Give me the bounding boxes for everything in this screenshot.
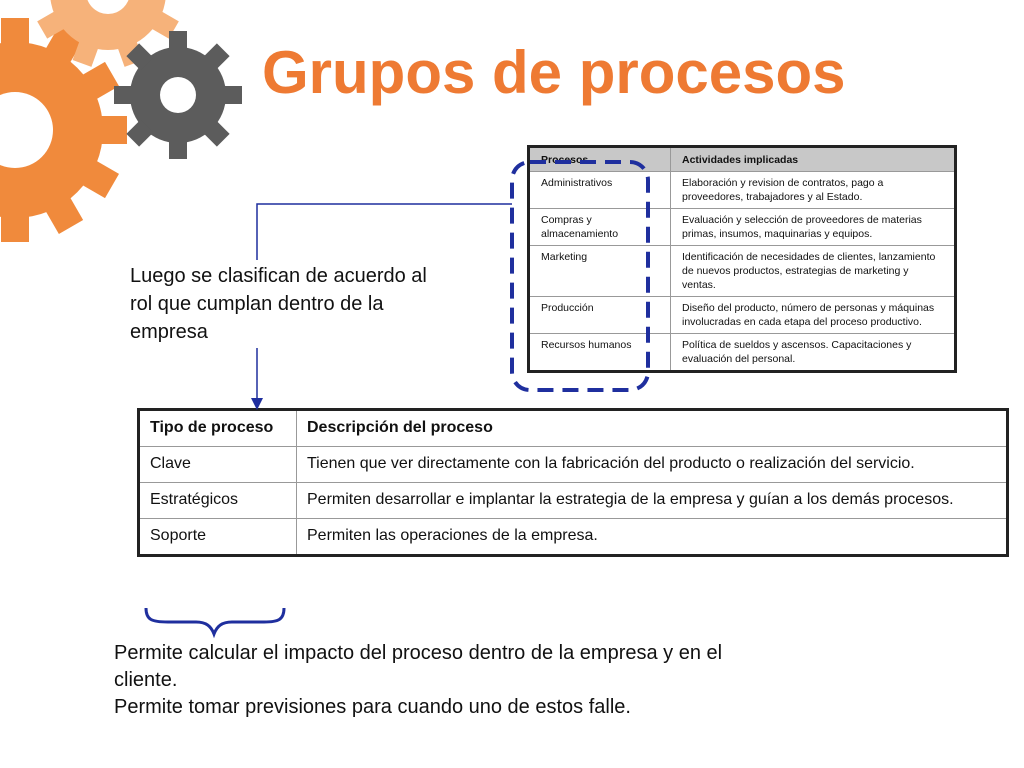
table-header-row (139, 410, 1008, 447)
column-header-actividades: Actividades implicadas (671, 147, 956, 172)
table-row (139, 447, 1008, 483)
table-row (529, 246, 956, 297)
classification-annotation: Luego se clasifican de acuerdo al rol que cumplan dentro de la empresa (130, 265, 427, 343)
process-activities: Diseño del producto, número de personas y máquinas involucradas en cada etapa del proceso productivo. (671, 297, 956, 334)
process-name: Administrativos (529, 172, 671, 209)
process-activities: Elaboración y revision de contratos, pago a proveedores, trabajadores y al Estado. (671, 172, 956, 209)
process-type: Soporte (139, 519, 297, 556)
table-row (529, 334, 956, 372)
process-description: Tienen que ver directamente con la fabricación del producto o realización del servicio. (297, 447, 1008, 483)
column-header-descripcion: Descripción del proceso (297, 410, 1008, 447)
page-title: Grupos de procesos (262, 39, 846, 106)
process-activities: Política de sueldos y ascensos. Capacitaciones y evaluación del personal. (671, 334, 956, 372)
connector-line (257, 204, 512, 260)
table-row (529, 209, 956, 246)
column-header-tipo: Tipo de proceso (139, 410, 297, 447)
process-name: Producción (529, 297, 671, 334)
impact-annotation-line2: Permite tomar previsiones para cuando uno de estos falle. (114, 696, 631, 718)
process-type: Estratégicos (139, 483, 297, 519)
process-type: Clave (139, 447, 297, 483)
process-name: Marketing (529, 246, 671, 297)
process-name: Recursos humanos (529, 334, 671, 372)
process-description: Permiten desarrollar e implantar la estrategia de la empresa y guían a los demás procesos. (297, 483, 1008, 519)
process-types-table (137, 408, 1009, 557)
grey-gear-icon (114, 31, 242, 159)
table-row (139, 519, 1008, 556)
process-name: Compras y almacenamiento (529, 209, 671, 246)
orange-gear-icon (0, 18, 127, 242)
table-row (139, 483, 1008, 519)
process-activities-table (527, 145, 957, 373)
impact-annotation-line1: Permite calcular el impacto del proceso dentro de la empresa y en el cliente. (114, 642, 723, 691)
process-description: Permiten las operaciones de la empresa. (297, 519, 1008, 556)
process-activities: Evaluación y selección de proveedores de materias primas, insumos, maquinarias y equipos. (671, 209, 956, 246)
curly-brace-icon (146, 608, 284, 634)
table-header-row (529, 147, 956, 172)
table-row (529, 297, 956, 334)
process-activities: Identificación de necesidades de clientes, lanzamiento de nuevos productos, estrategias de marketing y ventas. (671, 246, 956, 297)
impact-annotation (114, 640, 774, 721)
table-row (529, 172, 956, 209)
column-header-procesos: Procesos (529, 147, 671, 172)
gears-decoration (0, 0, 260, 270)
